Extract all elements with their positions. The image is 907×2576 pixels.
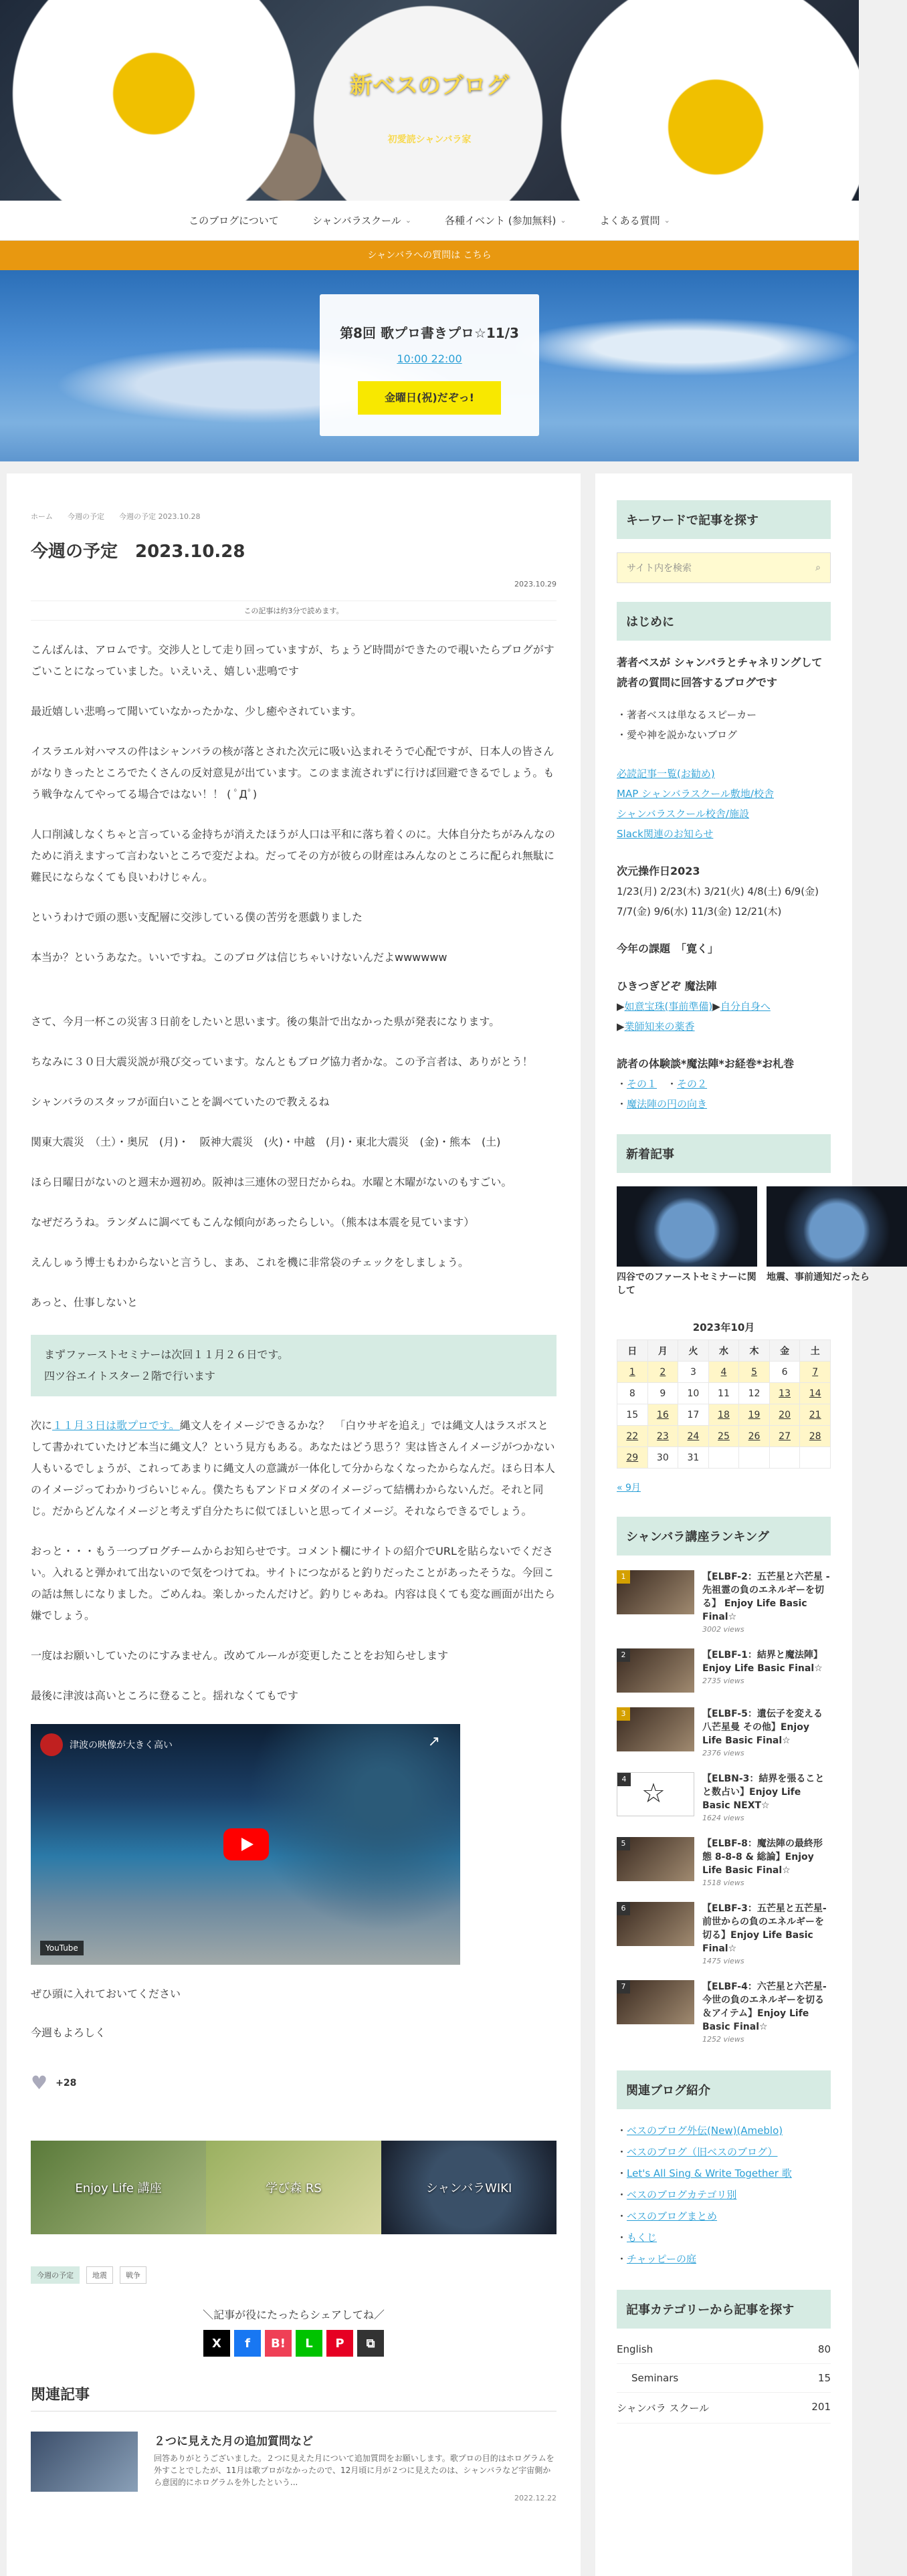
new-post-title[interactable]: 四谷でのファーストセミナーに関して — [617, 1272, 757, 1296]
paragraph: というわけで頭の悪い支配層に交渉している僕の苦労を悪戯りました — [31, 911, 363, 924]
pentagram-icon: ☆ — [641, 1778, 666, 1809]
related-item[interactable] — [31, 2432, 557, 2502]
event-card — [320, 294, 539, 436]
card-enjoy-life[interactable]: Enjoy Life 講座 — [31, 2141, 206, 2234]
rank-badge: 5 — [617, 1837, 630, 1850]
site-title[interactable]: 新ベスのブログ — [350, 72, 509, 99]
blog-link[interactable]: チャッピーの庭 — [627, 2253, 696, 2265]
site-header — [0, 0, 859, 201]
blog-link[interactable]: ベスのブログ外伝(New)(Ameblo) — [627, 2125, 783, 2137]
category-item[interactable]: English 80 — [617, 2335, 831, 2364]
related-date: 2022.12.22 — [514, 2494, 557, 2502]
category-item[interactable]: シャンバラ スクール 201 — [617, 2393, 831, 2424]
new-post-thumb[interactable] — [767, 1186, 907, 1267]
seminar-callout — [31, 1335, 557, 1396]
notice-text: シャンバラへの質問は — [367, 250, 461, 261]
paragraph: 一度はお願いしていたのにすみません。改めてルールが変更したことをお知らせします — [31, 1649, 449, 1662]
breadcrumb-category[interactable]: 今週の予定 — [68, 512, 104, 521]
like-row — [31, 2072, 557, 2094]
paragraph: 人口削減しなくちゃと言っている金持ちが消えたほうが人口は平和に落ち着くのに。大体自分たちがみんなのために消えますって言わないところで変だよね。だってその方が彼らの財産はみんなのところに配られ無駄に難民にならなくても良いわけじゃん。 — [31, 828, 556, 883]
post-body — [31, 639, 557, 1707]
rank-badge: 2 — [617, 1648, 630, 1662]
nav-item-faq[interactable]: よくある質問 ⌄ — [599, 215, 670, 227]
intro-bold: 著者ベスが シャンバラとチャネリングして 読者の質問に回答するブログです — [617, 656, 823, 689]
theme: 今年の課題 「寛く」 — [617, 942, 719, 955]
global-nav — [0, 201, 859, 241]
breadcrumb-current: 今週の予定 2023.10.28 — [119, 512, 201, 521]
hikitsugi-link[interactable]: 如意宝珠(事前準備) — [624, 1000, 713, 1012]
ranking-item[interactable]: 2 【ELBF-1：結界と魔法陣】 Enjoy Life Basic Final☆ 2735 views — [617, 1648, 831, 1693]
experience-link[interactable]: その１ — [627, 1078, 658, 1090]
hikitsugi-link[interactable]: 自分自身へ — [720, 1000, 771, 1012]
share-caption: ＼記事が役にたったらシェアしてね／ — [203, 2309, 385, 2321]
youtube-embed[interactable] — [31, 1724, 460, 1965]
play-button[interactable] — [223, 1828, 269, 1860]
intro-bullet: ・愛や神を説かないブログ — [617, 729, 738, 741]
ranking-item[interactable]: 4 ☆ 【ELBN-3：結界を張ることと数占い】Enjoy Life Basic NEXT☆ 1624 views — [617, 1772, 831, 1822]
share-x-button[interactable]: X — [203, 2330, 230, 2357]
calendar: 日 月 火 水 木 金 土 1 2 3 4 5 6 7 8 9 10 11 12 13 14 15 16 17 18 19 20 21 22 23 24 25 26 27 28 29 30 31 — [617, 1339, 831, 1469]
widget-title-intro: はじめに — [617, 602, 831, 641]
ranking-item[interactable]: 7 【ELBF-4：六芒星と六芒星-今世の負のエネルギーを切る＆アイテム】Enjoy Life Basic Final☆ 1252 views — [617, 1980, 831, 2044]
event-time-link[interactable]: 10:00 22:00 — [397, 352, 462, 365]
utapro-link[interactable]: １１月３日は歌プロです。 — [52, 1419, 180, 1432]
like-count: +28 — [56, 2077, 77, 2088]
ranking-item[interactable]: 6 【ELBF-3：五芒星と五芒星-前世からの負のエネルギーを切る】Enjoy Life Basic Final☆ 1475 views — [617, 1902, 831, 1965]
paragraph: 本当か？というあなた。いいですね。このブログは信じちゃいけないんだよwwwwww — [31, 951, 447, 964]
paragraph: おっと・・・もう一つブログチームからお知らせです。コメント欄にサイトの紹介でURLを貼らないでください。入れると弾かれて出ないので気をつけてね。サイトにつながると釣りだったことがあったそうな。今回この話は無しになりました。ごめんね。楽しかったんだけど。釣りじゃあね。内容は良くても変な画面が出たら嫌でしょう。 — [31, 1545, 556, 1622]
experience-link[interactable]: 魔法陣の円の向き — [627, 1098, 708, 1110]
widget-title-categories: 記事カテゴリーから記事を探す — [617, 2290, 831, 2329]
ranking-item[interactable]: 5 【ELBF-8：魔法陣の最終形態 8-8-8 & 総論】Enjoy Life Basic Final☆ 1518 views — [617, 1837, 831, 1887]
share-facebook-button[interactable]: f — [234, 2330, 261, 2357]
ranking-item[interactable]: 3 【ELBF-5：遺伝子を変える八芒星曼 その他】Enjoy Life Basic Final☆ 2376 views — [617, 1707, 831, 1757]
card-wiki[interactable]: シャンバラWIKI — [381, 2141, 557, 2234]
tag[interactable]: 今週の予定 — [31, 2266, 80, 2284]
blog-links: ・ベスのブログ外伝(New)(Ameblo) ・ベスのブログ（旧ベスのブログ） ・Let's All Sing & Write Together 歌 ・ベスのブログカテゴリ別 ・ベスのブログまとめ ・もくじ ・チャッピーの庭 — [617, 2125, 792, 2265]
event-button[interactable]: 金曜日(祝)だぞっ! — [358, 381, 501, 415]
share-line-button[interactable]: L — [296, 2330, 322, 2357]
callout-line: 四ツ谷エイトスター２階で行います — [44, 1370, 215, 1382]
new-post[interactable] — [617, 1186, 757, 1297]
link-cards — [31, 2141, 557, 2234]
nav-item-events[interactable]: 各種イベント (参加無料) ⌄ — [444, 215, 567, 227]
blog-link[interactable]: ベスのブログ（旧ベスのブログ） — [627, 2146, 778, 2158]
paragraph: ぜひ頭に入れておいてください — [31, 1988, 181, 2000]
tag-list — [31, 2266, 557, 2284]
chevron-down-icon: ⌄ — [560, 216, 567, 225]
rank-badge: 1 — [617, 1570, 630, 1584]
breadcrumb — [31, 511, 557, 522]
calendar-month: 2023年10月 — [692, 1321, 755, 1333]
event-title: 第8回 歌プロ書きプロ☆11/3 — [340, 325, 519, 341]
tag[interactable]: 戦争 — [120, 2266, 146, 2284]
rank-badge: 7 — [617, 1980, 630, 1994]
blog-link[interactable]: ベスのブログカテゴリ別 — [627, 2189, 737, 2201]
category-list — [617, 2335, 831, 2424]
related-excerpt: 回答ありがとうございました。２つに見えた月について追加質問をお願いします。歌プロの目的はホログラムを外すことでしたが、11月は歌プロがなかったので、12月頃に月が２つに見えたのは、シャンバラなど宇宙側から意図的にホログラムを外したという... — [154, 2454, 555, 2487]
callout-line: まずファーストセミナーは次回１１月２６日です。 — [44, 1348, 289, 1361]
widget-title-blogs: 関連ブログ紹介 — [617, 2070, 831, 2109]
paragraph: ほら日曜日がないのと週末か週初め。阪神は三連休の翌日だからね。水曜と木曜がないのもすごい。 — [31, 1176, 512, 1188]
ranking-thumb[interactable] — [617, 1570, 694, 1614]
paragraph: あっと、仕事しないと — [31, 1296, 138, 1309]
rank-badge: 6 — [617, 1902, 630, 1915]
sidebar-link[interactable]: シャンバラスクール校舎/施設 — [617, 808, 749, 820]
breadcrumb-home[interactable]: ホーム — [31, 512, 53, 521]
ranking-list — [617, 1570, 831, 2044]
paragraph: さて、今月一杯この災害３日前をしたいと思います。後の集計で出なかった県が発表になります。 — [31, 1015, 500, 1028]
card-manabi[interactable]: 学び森 RS — [206, 2141, 381, 2234]
ranking-thumb[interactable] — [617, 1707, 694, 1751]
new-posts-carousel — [617, 1186, 870, 1297]
notice-link[interactable]: こちら — [463, 250, 492, 261]
related-title[interactable]: ２つに見えた月の追加質問など — [154, 2435, 313, 2448]
tag[interactable]: 地震 — [86, 2266, 113, 2284]
paragraph: 最近嬉しい悲鳴って聞いていなかったかな、少し癒やされています。 — [31, 705, 362, 718]
heart-icon[interactable]: ♥ — [31, 2072, 48, 2094]
paragraph: 最後に津波は高いところに登ること。揺れなくてもです — [31, 1689, 299, 1702]
new-post[interactable] — [767, 1186, 907, 1297]
paragraph: こんばんは、アロムです。交渉人として走り回っていますが、ちょうど時間ができたので覗いたらブログがすごいことになっていました。いえいえ、嬉しい悲鳴です — [31, 643, 555, 677]
share-buttons — [31, 2330, 557, 2357]
read-time: この記事は約3分で読めます。 — [31, 601, 557, 621]
new-post-title[interactable]: 地震、事前通知だったら — [767, 1272, 870, 1283]
paragraph: なぜだろうね。ランダムに調べてもこんな傾向があったらしい。（熊本は本震を見ています） — [31, 1216, 475, 1228]
blog-link[interactable]: Let's All Sing & Write Together 歌 — [627, 2167, 792, 2179]
post-date: 2023.10.29 — [514, 580, 557, 588]
chevron-down-icon: ⌄ — [664, 216, 670, 225]
experience-link[interactable]: その２ — [677, 1078, 708, 1090]
chevron-down-icon: ⌄ — [405, 216, 411, 225]
share-pinterest-button[interactable]: P — [326, 2330, 353, 2357]
intro-block: 著者ベスが シャンバラとチャネリングして 読者の質問に回答するブログです ・著者ベスは単なるスピーカー ・愛や神を説かないブログ 必読記事一覧(お勧め) MAP シャンバラスクール敷地/校舎 シャンバラスクール校舎/施設 Slack関連のお知らせ 次元操作日2023 1/23(月) 2/23(木) 3/21(火) 4/8(土) 6/9(金) 7/7(金) 9/6(水) 11/3(金) 12/21(木) 今年の課題 「寛く」 ひきつぎどぞ 魔法陣 ▶如意宝珠(事前準備)▶自分自身へ ▶業師知来の薬香 読者の体験談*魔法陣*お経巻*お札巻 ・その１ ・その２ ・魔法陣の円の向き — [617, 653, 831, 1114]
widget-title-search: キーワードで記事を探す — [617, 500, 831, 539]
schedule-dates: 1/23(月) 2/23(木) 3/21(火) 4/8(土) 6/9(金) 7/7(金) 9/6(水) 11/3(金) 12/21(木) — [617, 885, 819, 918]
new-post-thumb[interactable] — [617, 1186, 757, 1267]
youtube-logo[interactable]: YouTube — [40, 1941, 84, 1955]
paragraph: 関東大震災 （土）・奥尻 (月)・ 阪神大震災 (火)・中越 (月)・東北大震災 (金)・熊本 (土) — [31, 1136, 501, 1148]
notice-bar — [0, 241, 859, 270]
share-icon[interactable]: ↗ — [427, 1733, 440, 1750]
paragraph: ちなみに３０日大震災説が飛び交っています。なんともブログ協力者かな。この予言者は、ありがとう！ — [31, 1055, 533, 1068]
ranking-thumb[interactable] — [617, 1648, 694, 1693]
paragraph: 次に１１月３日は歌プロです。縄文人をイメージできるかな？ 「白ウサギを追え」では縄文人はラスボスとして書かれていたけど本当に縄文人？という見方もある。あなたはどう思う？実は皆さんイメージがつかない人もいるでしょうが、これってあまりに縄文人の意識が一体化して分からなくなったからなんだ。ほら日本人のイメージってわかりづらいじゃん。僕たちもアンドロメダのイメージって結構わからないんだ。それと同じ。だからどんなイメージと考えず自分たちに似てほしいと思ってイメージ。それならできるでしょう。 — [31, 1419, 555, 1517]
main-content — [7, 473, 581, 2576]
search-input[interactable]: サイト内を検索 ⌕ — [617, 552, 831, 583]
nav-item-about[interactable]: このブログについて — [189, 215, 279, 227]
intro-bullet: ・著者ベスは単なるスピーカー — [617, 709, 757, 721]
event-banner — [0, 270, 859, 461]
rank-badge: 3 — [617, 1707, 630, 1721]
hikitsugi-title: ひきつぎどぞ 魔法陣 — [617, 980, 717, 992]
paragraph: イスラエル対ハマスの件はシャンバラの核が落とされた次元に吸い込まれそうで心配ですが、日本人の皆さんがなりきったところでたくさんの反対意見が出ています。このまま流されずに行けば回避できるでしょう。もう戦争なんてやってる場合ではない！！ ( ﾟДﾟ) — [31, 745, 555, 800]
widget-title-new: 新着記事 — [617, 1134, 831, 1173]
ranking-item[interactable]: 1 【ELBF-2：五芒星と六芒星 -先祖霊の負のエネルギーを切る】 Enjoy Life Basic Final☆ 3002 views — [617, 1570, 831, 1634]
search-icon[interactable]: ⌕ — [815, 562, 821, 573]
hikitsugi-link[interactable]: 業師知来の薬香 — [624, 1021, 695, 1033]
copy-link-button[interactable]: ⧉ — [357, 2330, 384, 2357]
blog-link[interactable]: もくじ — [627, 2232, 658, 2244]
sidebar — [595, 473, 870, 2576]
ranking-thumb[interactable] — [617, 1902, 694, 1946]
paragraph: えんしゅう博士もわからないと言うし、まあ、これを機に非常袋のチェックをしましょう。 — [31, 1256, 469, 1269]
rank-badge: 4 — [617, 1773, 631, 1786]
paragraph: 今週もよろしく — [31, 2026, 106, 2039]
share-pocket-button[interactable]: B! — [265, 2330, 292, 2357]
experience-title: 読者の体験談*魔法陣*お経巻*お札巻 — [617, 1057, 795, 1070]
related-heading: 関連記事 — [31, 2383, 557, 2411]
sidebar-link[interactable]: Slack関連のお知らせ — [617, 828, 714, 840]
nav-item-school[interactable]: シャンバラスクール ⌄ — [312, 215, 411, 227]
widget-title-ranking: シャンバラ講座ランキング — [617, 1517, 831, 1555]
category-item[interactable]: Seminars 15 — [617, 2364, 831, 2393]
paragraph: シャンバラのスタッフが面白いことを調べていたので教えるね — [31, 1095, 330, 1108]
sidebar-link[interactable]: MAP シャンバラスクール敷地/校舎 — [617, 788, 774, 800]
video-title[interactable]: 津波の映像が大きく高い — [70, 1740, 173, 1751]
blog-link[interactable]: ベスのブログまとめ — [627, 2210, 718, 2222]
ranking-thumb[interactable] — [617, 1980, 694, 2024]
entry-title: 今週の予定 2023.10.28 — [31, 542, 245, 562]
sidebar-link[interactable]: 必読記事一覧(お勧め) — [617, 768, 715, 780]
schedule-title: 次元操作日2023 — [617, 865, 700, 877]
ranking-thumb[interactable] — [617, 1772, 694, 1816]
calendar-prev-link[interactable]: « 9月 — [617, 1483, 641, 1493]
site-subtitle: 初愛読シャンバラ家 — [387, 134, 472, 145]
channel-logo — [40, 1733, 63, 1756]
related-thumb[interactable] — [31, 2432, 138, 2492]
ranking-thumb[interactable] — [617, 1837, 694, 1881]
